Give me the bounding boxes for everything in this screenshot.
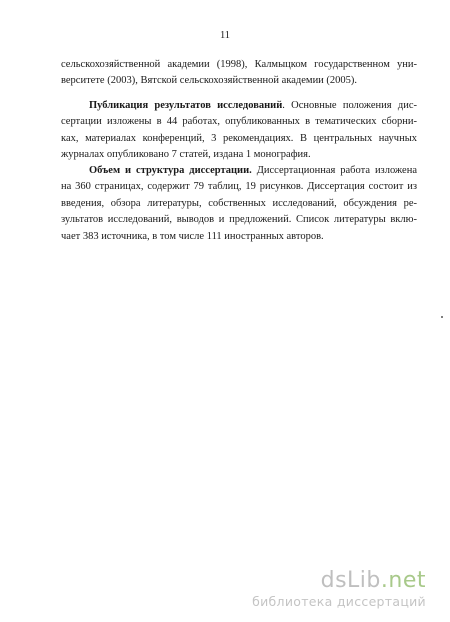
text-line: чает 383 источника, в том числе 111 иностранных авторов. <box>61 230 324 242</box>
page-number: 11 <box>219 30 231 41</box>
paragraph-publications <box>61 98 417 164</box>
text-line: на 360 страницах, содержит 79 таблиц, 19 рисунков. Диссертация состоит из <box>61 181 417 193</box>
watermark-logo-suffix: .net <box>380 568 426 593</box>
stray-mark <box>441 316 443 318</box>
text-line <box>61 163 417 179</box>
watermark-subtitle: библиотека диссертаций <box>252 594 426 609</box>
watermark-logo-text <box>252 570 426 592</box>
watermark-logo-main: dsLib <box>320 568 381 593</box>
watermark-logo <box>252 570 426 609</box>
text-fragment: Диссертационная работа изложена <box>251 165 417 176</box>
text-line <box>61 98 417 114</box>
paragraph-continuation <box>61 57 417 90</box>
paragraph-structure <box>61 163 417 245</box>
section-heading-publications: Публикация результатов исследований <box>89 100 283 111</box>
text-line: сельскохозяйственной академии (1998), Калмыцком государственном уни- <box>61 59 417 70</box>
text-fragment: . Основные положения дис- <box>282 100 418 111</box>
text-line: верситете (2003), Вятской сельскохозяйственной академии (2005). <box>61 75 358 87</box>
text-line: ках, материалах конференций, 3 рекомендациях. В центральных научных <box>61 132 417 144</box>
section-heading-structure: Объем и структура диссертации. <box>89 165 252 176</box>
text-line: сертации изложены в 44 работах, опубликованных в тематических сборни- <box>61 116 417 128</box>
text-line: зультатов исследований, выводов и предложений. Список литературы вклю- <box>61 214 417 226</box>
text-line: журналах опубликовано 7 статей, издана 1 монография. <box>61 149 311 161</box>
text-line: введения, обзора литературы, собственных исследований, обсуждения ре- <box>61 197 417 209</box>
